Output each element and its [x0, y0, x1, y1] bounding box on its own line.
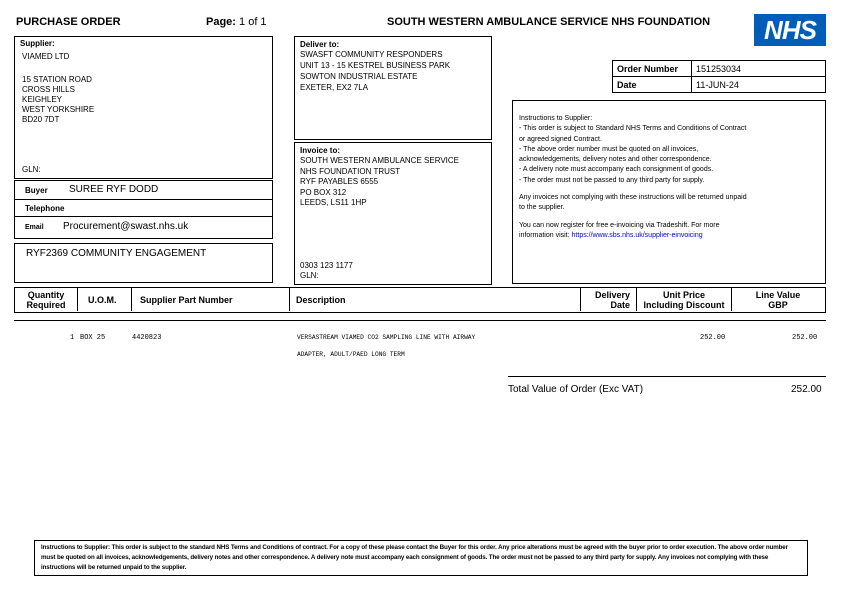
- column-label: Delivery: [594, 289, 630, 300]
- table-row: [0, 334, 842, 364]
- row-unit-price: 252.00: [700, 334, 726, 342]
- supplier-name: VIAMED LTD: [22, 52, 70, 61]
- instruction-line: - A delivery note must accompany each consignment of goods.: [519, 166, 714, 174]
- footer-instructions: Instructions to Supplier: This order is subject to the standard NHS Terms and Conditions of contract. For a copy of these please contact the Buyer for this order. Any price alterations must be agreed with the buyer prior to order execution. The above order number must be quoted on all invoices, acknowledgements, delivery notes and other correspondence. A delivery note must accompany each consignment of goods. The order must not be passed to any third party for supply. Any invoices not complying with these instructions will be returned unpaid to the supplier.: [34, 540, 808, 576]
- order-number-value: 151253034: [692, 61, 826, 77]
- order-number-label: Order Number: [613, 61, 692, 77]
- instruction-line: - The order must not be passed to any third party for supply.: [519, 176, 705, 184]
- invoice-to-line: SOUTH WESTERN AMBULANCE SERVICE: [300, 156, 459, 165]
- column-unit-price: [637, 288, 732, 311]
- supplier-box: [14, 36, 273, 179]
- organisation-name: SOUTH WESTERN AMBULANCE SERVICE NHS FOUNDATION: [387, 16, 711, 28]
- row-line-value: 252.00: [792, 334, 818, 342]
- buyer-label: Buyer: [25, 186, 48, 195]
- order-reference: RYF2369 COMMUNITY ENGAGEMENT: [26, 248, 207, 259]
- einvoice-prefix: information visit:: [519, 231, 572, 239]
- instruction-line: - The above order number must be quoted on all invoices,: [519, 145, 699, 153]
- total-label: Total Value of Order (Exc VAT): [508, 384, 644, 395]
- page-label: Page:: [206, 16, 236, 28]
- document-title: PURCHASE ORDER: [16, 16, 121, 28]
- order-number-row: [613, 61, 826, 77]
- deliver-to-line: UNIT 13 - 15 KESTREL BUSINESS PARK: [300, 61, 451, 70]
- deliver-to-label: Deliver to:: [300, 40, 340, 49]
- einvoice-link[interactable]: https://www.sbs.nhs.uk/supplier-einvoicing: [571, 231, 703, 239]
- invoice-to-label: Invoice to:: [300, 146, 341, 155]
- deliver-to-line: SWASFT COMMUNITY RESPONDERS: [300, 50, 443, 59]
- column-label: Date: [610, 299, 630, 310]
- header-divider: [14, 320, 826, 321]
- instruction-line: - This order is subject to Standard NHS Terms and Conditions of Contract: [519, 125, 747, 133]
- column-line-value: [732, 288, 824, 311]
- deliver-to-box: [294, 36, 492, 140]
- invoice-to-line: LEEDS, LS11 1HP: [300, 198, 367, 207]
- order-date-value: 11-JUN-24: [692, 77, 826, 93]
- row-qty: 1: [70, 334, 75, 342]
- column-uom: U.O.M.: [78, 288, 132, 311]
- instructions-box: [512, 100, 826, 284]
- column-label: Unit Price: [662, 289, 705, 300]
- total-divider: [508, 376, 826, 377]
- supplier-gln-label: GLN:: [22, 165, 41, 174]
- column-delivery-date: [581, 288, 637, 311]
- instruction-line: or agreed signed Contract.: [519, 135, 602, 143]
- email-label: Email: [25, 224, 44, 231]
- invoice-to-line: NHS FOUNDATION TRUST: [300, 166, 401, 176]
- email-value[interactable]: Procurement@swast.nhs.uk: [63, 221, 189, 232]
- deliver-to-line: SOWTON INDUSTRIAL ESTATE: [300, 72, 418, 81]
- invoice-to-box: [294, 142, 492, 285]
- deliver-to-line: EXETER, EX2 7LA: [300, 83, 369, 92]
- supplier-address-line: 15 STATION ROAD: [22, 75, 92, 84]
- column-qty-required: [15, 288, 78, 311]
- supplier-label: Supplier:: [20, 39, 55, 48]
- column-label: Quantity: [27, 289, 65, 300]
- row-uom: BOX 25: [80, 334, 106, 342]
- einvoice-info: [519, 231, 824, 241]
- deliver-to-address: [300, 49, 450, 93]
- invoice-to-gln-label: GLN:: [300, 271, 319, 280]
- supplier-address-line: CROSS HILLS: [22, 85, 75, 94]
- invoice-to-phone: 0303 123 1177: [300, 261, 353, 270]
- buyer-row: [15, 181, 272, 200]
- instructions-title: Instructions to Supplier:: [519, 115, 593, 122]
- supplier-address: [22, 75, 94, 125]
- contact-box: [14, 180, 273, 239]
- column-label: GBP: [768, 299, 788, 310]
- supplier-address-line: BD20 7DT: [22, 115, 60, 124]
- row-part-number: 4420823: [132, 334, 162, 342]
- row-description-line2: ADAPTER, ADULT/PAED LONG TERM: [297, 351, 405, 358]
- order-date-row: [613, 77, 826, 93]
- order-info-table: [612, 60, 826, 93]
- email-row: [15, 217, 272, 238]
- row-description-line1: VERSASTREAM VIAMED CO2 SAMPLING LINE WITH AIRWAY: [297, 334, 476, 341]
- column-label: Line Value: [755, 289, 801, 300]
- page-indicator: [206, 16, 267, 28]
- page-value: 1 of 1: [239, 16, 267, 28]
- buyer-name: SUREE RYF DODD: [69, 184, 159, 195]
- telephone-label: Telephone: [25, 204, 65, 213]
- column-description: Description: [290, 288, 581, 311]
- invoice-to-line: RYF PAYABLES 6555: [300, 177, 379, 186]
- column-label: Required: [26, 299, 66, 310]
- column-label: Including Discount: [643, 299, 725, 310]
- total-value: 252.00: [791, 384, 822, 395]
- telephone-row: [15, 200, 272, 217]
- supplier-address-line: WEST YORKSHIRE: [22, 105, 95, 114]
- warning-line: Any invoices not complying with these instructions will be returned unpaid: [519, 194, 747, 202]
- einvoice-line: You can now register for free e-invoicing via Tradeshift. For more: [519, 221, 720, 229]
- instructions-text: [519, 114, 824, 241]
- order-date-label: Date: [613, 77, 692, 93]
- invoice-to-address: [300, 156, 459, 209]
- supplier-address-line: KEIGHLEY: [22, 95, 63, 104]
- warning-line: to the supplier.: [519, 204, 565, 212]
- nhs-logo: NHS: [754, 14, 826, 46]
- instruction-line: acknowledgements, delivery notes and other correspondence.: [519, 156, 712, 164]
- column-supplier-part-number: Supplier Part Number: [132, 288, 290, 311]
- reference-box: [14, 243, 273, 283]
- invoice-to-line: PO BOX 312: [300, 187, 347, 197]
- line-items-header: [14, 287, 826, 313]
